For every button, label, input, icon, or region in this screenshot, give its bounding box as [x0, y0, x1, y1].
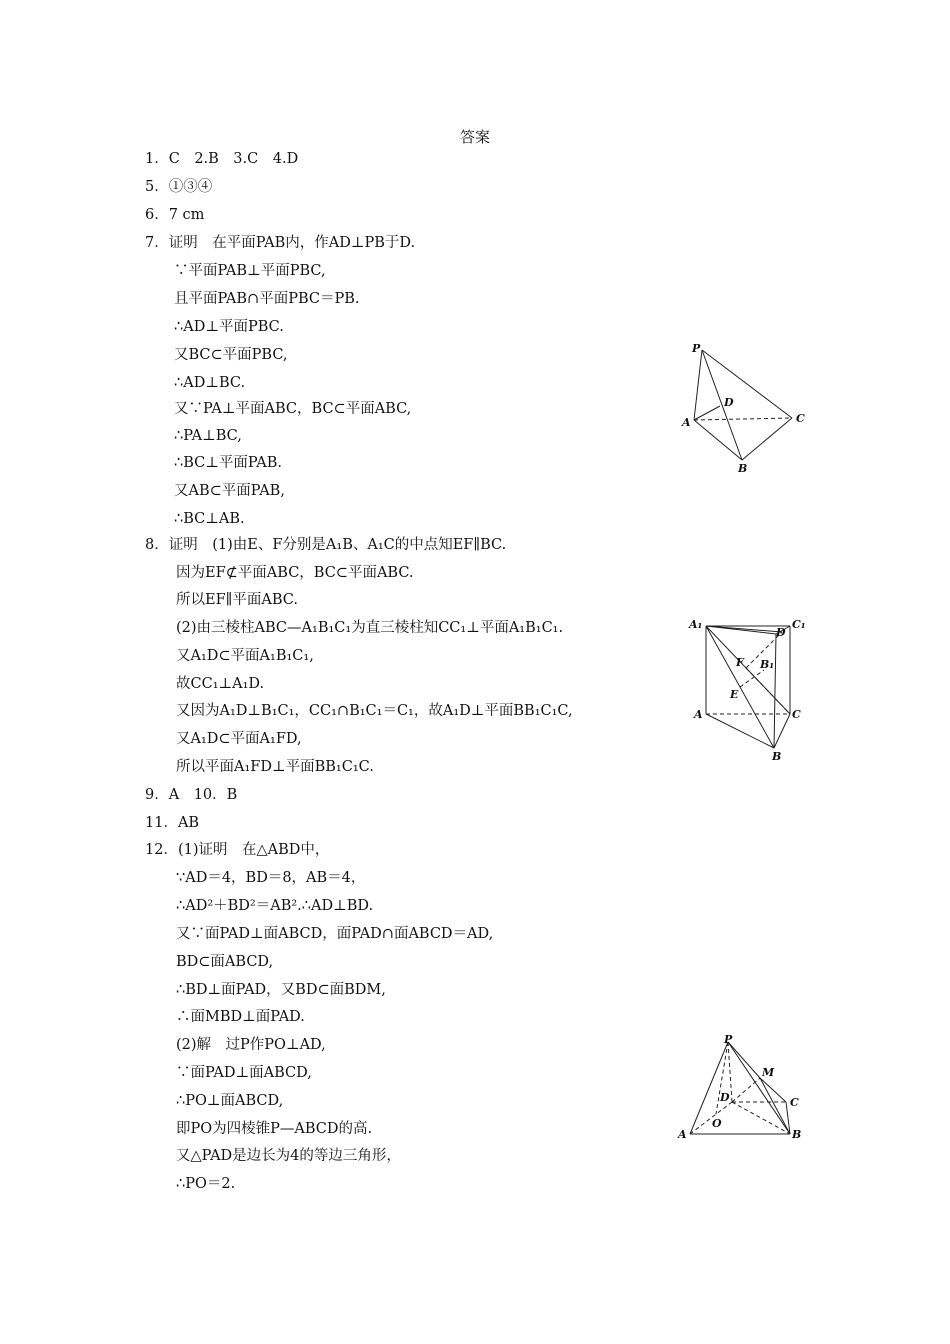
label-a: A [682, 416, 691, 429]
answer-line: 又AB⊂平面PAB, [174, 483, 285, 499]
label-c: C [792, 708, 801, 721]
label-c: C [796, 412, 805, 425]
label-f: F [736, 656, 744, 669]
answer-line: ∴AD²＋BD²＝AB².∴AD⊥BD. [176, 898, 374, 914]
label-p: P [692, 342, 701, 355]
answer-line: 又A₁D⊂平面A₁FD, [176, 731, 302, 747]
answer-line: ∴面MBD⊥面PAD. [176, 1009, 305, 1025]
label-b: B [772, 750, 782, 762]
label-a: A [678, 1128, 687, 1141]
answer-line: 且平面PAB∩平面PBC＝PB. [174, 291, 360, 307]
answer-line: ∴AD⊥平面PBC. [174, 319, 284, 335]
label-m: M [762, 1066, 775, 1079]
label-a1: A₁ [689, 618, 703, 631]
answer-line: ∵AD＝4，BD＝8，AB＝4， [176, 870, 366, 886]
answer-line: 12．(1)证明 在△ABD中， [145, 842, 330, 858]
label-o: O [712, 1117, 722, 1130]
label-e: E [730, 688, 739, 701]
answer-line: ∴BC⊥平面PAB. [174, 455, 283, 471]
label-d: D [724, 396, 734, 409]
label-a: A [694, 708, 703, 721]
answer-line: ∴PO⊥面ABCD, [176, 1093, 284, 1109]
answer-line: 所以平面A₁FD⊥平面BB₁C₁C. [176, 759, 374, 775]
answer-line: ∴AD⊥BC. [174, 375, 246, 391]
label-p: P [724, 1033, 733, 1046]
label-b1: B₁ [760, 658, 775, 671]
label-b: B [792, 1128, 802, 1141]
answer-line: (2)由三棱柱ABC—A₁B₁C₁为直三棱柱知CC₁⊥平面A₁B₁C₁. [176, 620, 564, 636]
answer-line: 1．C 2.B 3.C 4.D [145, 151, 299, 167]
answer-line: 7．证明 在平面PAB内，作AD⊥PB于D. [145, 235, 416, 251]
answer-line: ∴BC⊥AB. [174, 511, 245, 527]
label-c: C [790, 1096, 799, 1109]
answer-line: 又∵面PAD⊥面ABCD，面PAD∩面ABCD＝AD, [176, 926, 494, 942]
figure-pyramid-pabcd [676, 1030, 816, 1150]
answer-line: 故CC₁⊥A₁D. [176, 676, 265, 692]
label-d: D [720, 1091, 730, 1104]
answer-line: 5．①③④ [145, 179, 213, 195]
answer-line: 8．证明 (1)由E、F分别是A₁B、A₁C的中点知EF∥BC. [145, 537, 507, 553]
answer-line: ∴BD⊥面PAD，又BD⊂面BDM, [176, 982, 386, 998]
answer-line: 又∵PA⊥平面ABC，BC⊂平面ABC, [174, 401, 412, 417]
answer-line: 即PO为四棱锥P—ABCD的高. [176, 1121, 373, 1137]
answer-line: 所以EF∥平面ABC. [176, 592, 298, 608]
answer-line: 又BC⊂平面PBC, [174, 347, 288, 363]
answer-line: ∵平面PAB⊥平面PBC, [174, 263, 326, 279]
answer-line: 又A₁D⊂平面A₁B₁C₁, [176, 648, 314, 664]
answer-line: 9．A 10．B [145, 787, 238, 803]
answer-line: 又△PAD是边长为4的等边三角形， [176, 1148, 401, 1164]
figure-prism [686, 612, 816, 762]
page-title: 答案 [459, 128, 490, 146]
answer-line: 6．7 cm [145, 207, 205, 223]
answer-line: ∴PO＝2. [176, 1176, 236, 1192]
answer-line: 11．AB [145, 815, 200, 831]
label-d: D [776, 626, 786, 639]
answer-line: ∴PA⊥BC, [174, 428, 242, 444]
figure-pyramid-pabc [670, 336, 820, 486]
answer-line: ∵面PAD⊥面ABCD, [176, 1065, 312, 1081]
answer-line: 又因为A₁D⊥B₁C₁，CC₁∩B₁C₁＝C₁，故A₁D⊥平面BB₁C₁C, [176, 703, 573, 719]
label-b: B [738, 462, 748, 475]
label-c1: C₁ [792, 618, 806, 631]
answer-line: 因为EF⊄平面ABC，BC⊂平面ABC. [176, 565, 414, 581]
answer-line: BD⊂面ABCD, [176, 954, 274, 970]
answer-line: (2)解 过P作PO⊥AD, [176, 1037, 326, 1053]
